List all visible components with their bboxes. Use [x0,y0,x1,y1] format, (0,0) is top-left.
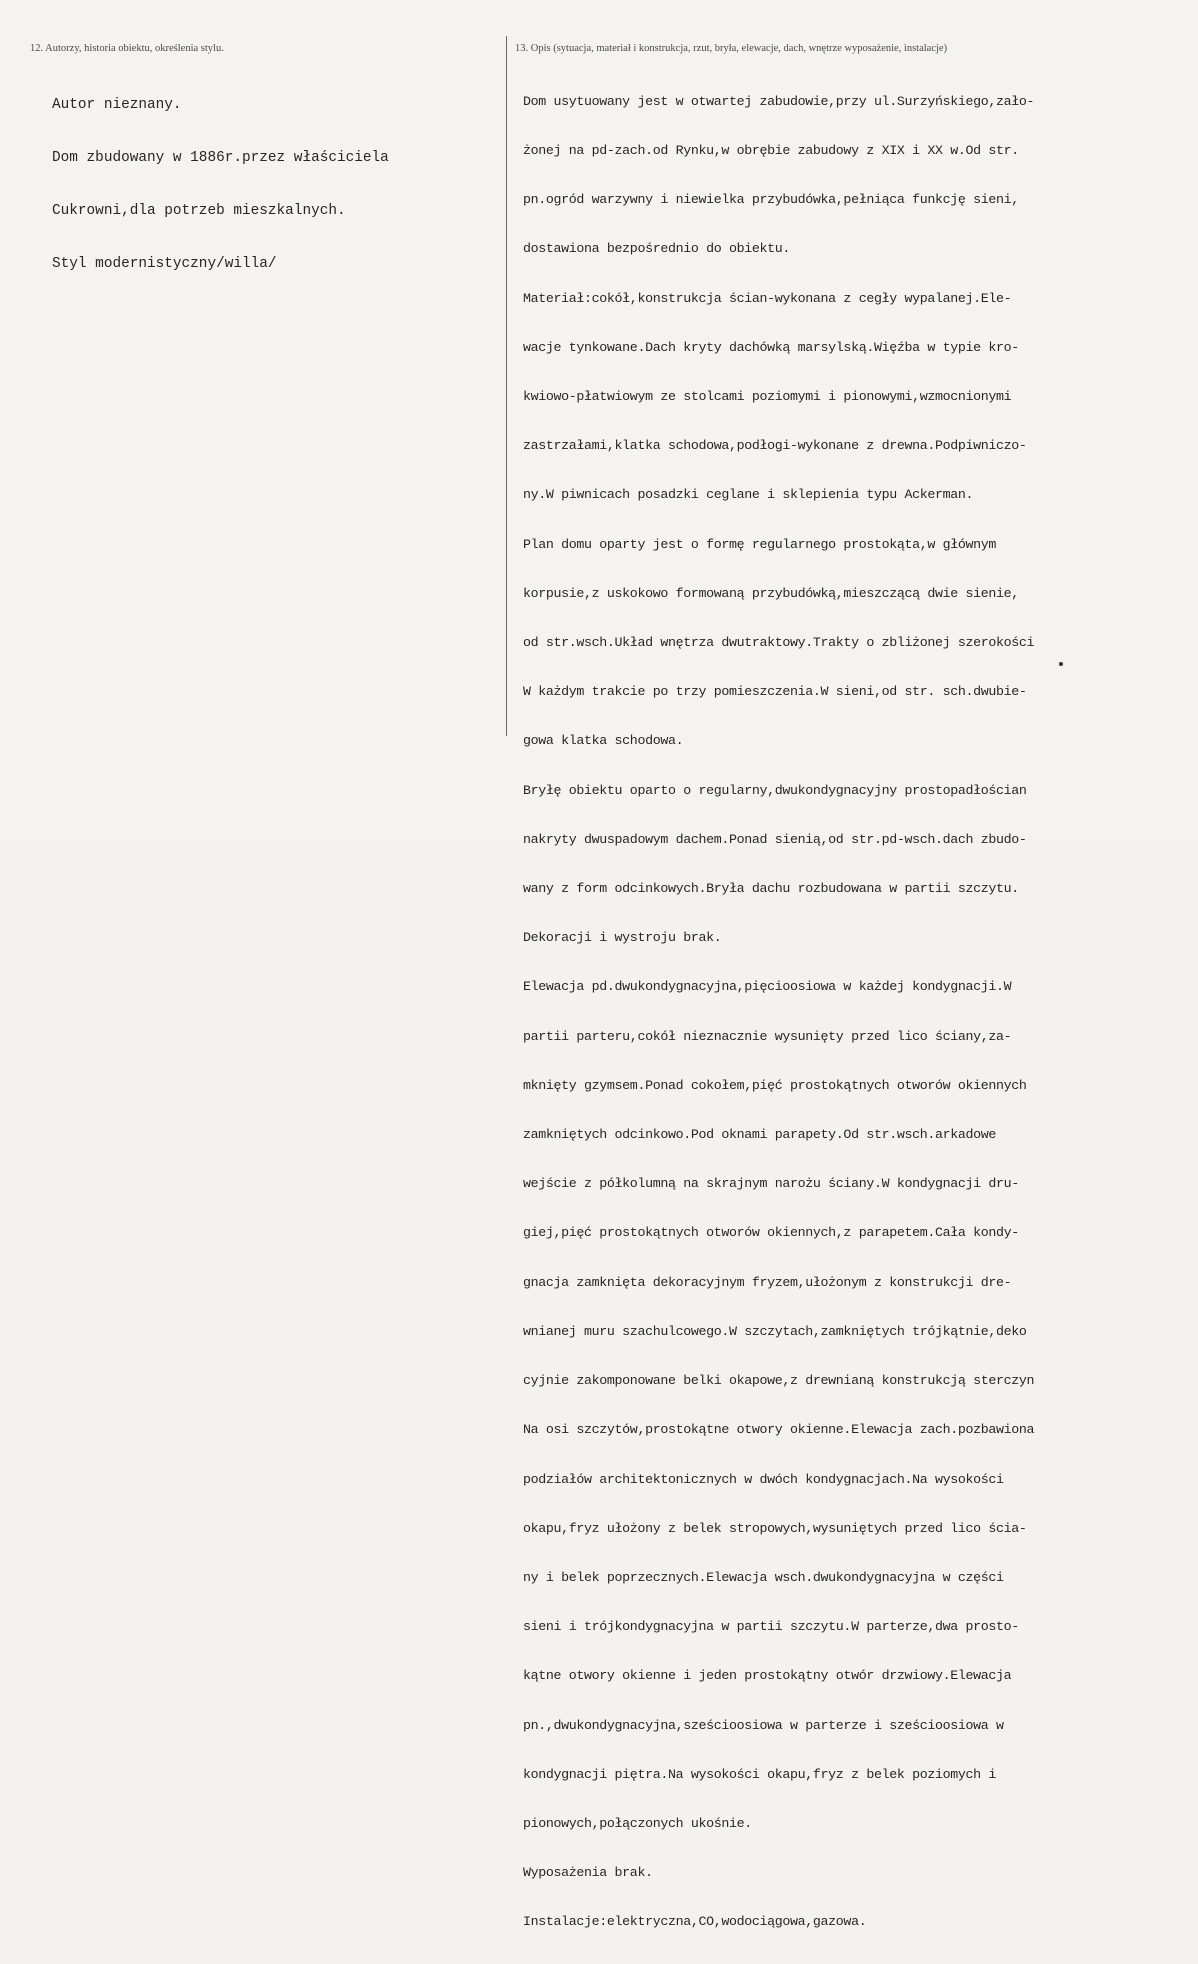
text-line: korpusie,z uskokowo formowaną przybudówką,mieszczącą dwie sienie, [523,585,1019,601]
text-line: Wyposażenia brak. [523,1865,653,1881]
authors-history-text [52,62,389,308]
description-text [523,61,1034,1964]
text-line: ny.W piwnicach posadzki ceglane i sklepienia typu Ackerman. [523,487,974,503]
ink-speck [1059,662,1063,666]
text-line: Bryłę obiektu oparto o regularny,dwukondygnacyjny prostopadłościan [523,782,1027,798]
text-line: zastrzałami,klatka schodowa,podłogi-wykonane z drewna.Podpiwniczo- [523,438,1027,454]
text-line: pionowych,połączonych ukośnie. [523,1815,752,1831]
text-line: Autor nieznany. [52,97,182,114]
text-line: okapu,fryz ułożony z belek stropowych,wysuniętych przed lico ścia- [523,1520,1027,1536]
text-line: wnianej muru szachulcowego.W szczytach,zamkniętych trójkątnie,deko [523,1323,1027,1339]
section-13-heading: 13. Opis (sytuacja, materiał i konstrukcja, rzut, bryła, elewacje, dach, wnętrze wyposażenie, instalacje) [515,43,948,54]
text-line: nakryty dwuspadowym dachem.Ponad sienią,od str.pd-wsch.dach zbudo- [523,831,1027,847]
text-line: ny i belek poprzecznych.Elewacja wsch.dwukondygnacyjna w części [523,1569,1004,1585]
text-line: Instalacje:elektryczna,CO,wodociągowa,gazowa. [523,1914,867,1930]
text-line: giej,pięć prostokątnych otworów okiennych,z parapetem.Cała kondy- [523,1225,1019,1241]
text-line: kwiowo-płatwiowym ze stolcami poziomymi i pionowymi,wzmocnionymi [523,389,1012,405]
text-line: dostawiona bezpośrednio do obiektu. [523,241,791,257]
text-line: wany z form odcinkowych.Bryła dachu rozbudowana w partii szczytu. [523,881,1019,897]
text-line: pn.ogród warzywny i niewielka przybudówka,pełniąca funkcję sieni, [523,192,1019,208]
text-line: sieni i trójkondygnacyjna w partii szczytu.W parterze,dwa prosto- [523,1619,1019,1635]
text-line: gowa klatka schodowa. [523,733,684,749]
text-line: wacje tynkowane.Dach kryty dachówką marsylską.Więźba w typie kro- [523,339,1019,355]
text-line: zamkniętych odcinkowo.Pod oknami parapety.Od str.wsch.arkadowe [523,1127,997,1143]
text-line: partii parteru,cokół nieznacznie wysunięty przed lico ściany,za- [523,1028,1012,1044]
text-line: Dekoracji i wystroju brak. [523,930,722,946]
text-line: cyjnie zakomponowane belki okapowe,z drewnianą konstrukcją sterczyn [523,1373,1035,1389]
text-line: gnacja zamknięta dekoracyjnym fryzem,ułożonym z konstrukcji dre- [523,1274,1012,1290]
text-line: Styl modernistyczny/willa/ [52,255,277,272]
text-line: podziałów architektonicznych w dwóch kondygnacjach.Na wysokości [523,1471,1004,1487]
text-line: Dom usytuowany jest w otwartej zabudowie,przy ul.Surzyńskiego,zało- [523,93,1035,109]
text-line: W każdym trakcie po trzy pomieszczenia.W sieni,od str. sch.dwubie- [523,684,1027,700]
text-line: Elewacja pd.dwukondygnacyjna,pięcioosiowa w każdej kondygnacji.W [523,979,1012,995]
text-line: Dom zbudowany w 1886r.przez właściciela [52,149,389,166]
text-line: kątne otwory okienne i jeden prostokątny otwór drzwiowy.Elewacja [523,1668,1012,1684]
text-line: Na osi szczytów,prostokątne otwory okienne.Elewacja zach.pozbawiona [523,1422,1035,1438]
text-line: wejście z półkolumną na skrajnym narożu ściany.W kondygnacji dru- [523,1176,1019,1192]
text-line: żonej na pd-zach.od Rynku,w obrębie zabudowy z XIX i XX w.Od str. [523,143,1019,159]
text-line: pn.,dwukondygnacyjna,sześcioosiowa w parterze i sześcioosiowa w [523,1717,1004,1733]
text-line: Materiał:cokół,konstrukcja ścian-wykonana z cegły wypalanej.Ele- [523,290,1012,306]
text-line: Plan domu oparty jest o formę regularnego prostokąta,w głównym [523,536,997,552]
text-line: od str.wsch.Układ wnętrza dwutraktowy.Trakty o zbliżonej szerokości [523,635,1035,651]
text-line: kondygnacji piętra.Na wysokości okapu,fryz z belek poziomych i [523,1766,997,1782]
text-line: mknięty gzymsem.Ponad cokołem,pięć prostokątnych otworów okiennych [523,1077,1027,1093]
column-divider [506,36,507,736]
section-12-heading: 12. Autorzy, historia obiektu, określenia stylu. [30,43,224,54]
text-line: Cukrowni,dla potrzeb mieszkalnych. [52,202,346,219]
